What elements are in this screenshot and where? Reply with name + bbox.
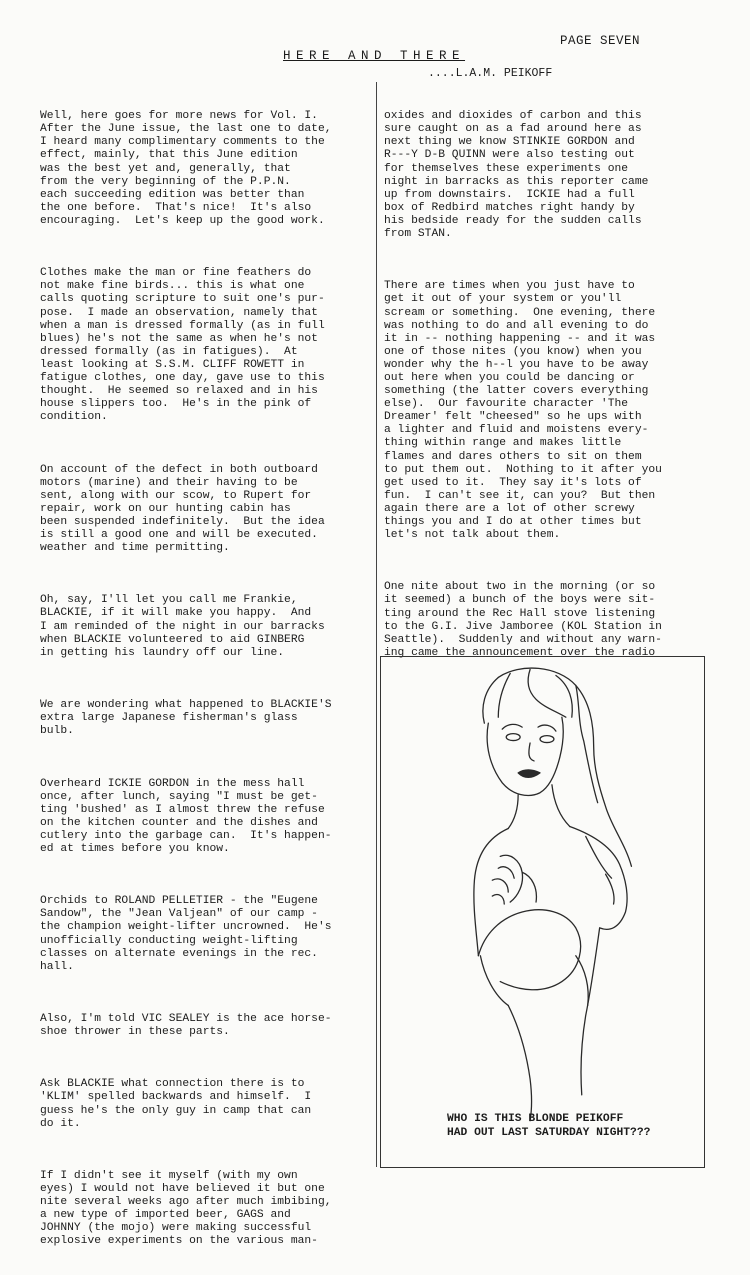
illustration-box	[380, 656, 705, 1168]
left-column	[40, 84, 375, 1275]
paragraph: One nite about two in the morning (or so it seemed) a bunch of the boys were sit- ting around the Rec Hall stove listening to the G.I. Jive Jamboree (KOL Station in Seattle). Suddenly and without any warn- ing came the announcement over the radio	[384, 581, 662, 659]
paragraph: Clothes make the man or fine feathers do not make fine birds... this is what one calls quoting scripture to suit one's pur- pose. I made an observation, namely that when a man is dressed formally (as in full blues) he's not the same as when he's not dressed formally (as in fatigues). At least looking at S.S.M. CLIFF ROWETT in fatigue clothes, one day, gave use to this thought. He seemed so relaxed and in his house slippers too. He's in the pink of condition.	[40, 267, 325, 424]
paragraph: Oh, say, I'll let you call me Frankie, BLACKIE, if it will make you happy. And I am reminded of the night in our barracks when BLACKIE volunteered to aid GINBERG in getting his laundry off our line.	[40, 594, 325, 659]
paragraph: We are wondering what happened to BLACKIE'S extra large Japanese fisherman's glass bulb.	[40, 699, 332, 738]
paragraph: Ask BLACKIE what connection there is to 'KLIM' spelled backwards and himself. I guess he's the only guy in camp that can do it.	[40, 1078, 312, 1130]
paragraph: Orchids to ROLAND PELLETIER - the "Eugene Sandow", the "Jean Valjean" of our camp - the champion weight-lifter uncrowned. He's unofficially conducting weight-lifting classes on alternate evenings in the rec. hall.	[40, 895, 332, 973]
page-number: PAGE SEVEN	[560, 34, 641, 48]
woman-sketch-illustration	[381, 657, 704, 1167]
paragraph: Overheard ICKIE GORDON in the mess hall once, after lunch, saying "I must be get- ting 'bushed' as I almost threw the refuse on the kitchen counter and the dishes and cutlery into the garbage can. It's happen- ed at times before you know.	[40, 777, 332, 855]
paragraph: Also, I'm told VIC SEALEY is the ace horse- shoe thrower in these parts.	[40, 1013, 332, 1039]
paragraph: oxides and dioxides of carbon and this sure caught on as a fad around here as next thing we know STINKIE GORDON and R---Y D-B QUINN were also testing out for themselves these experiments one night in barracks as this reporter came up from downstairs. ICKIE had a full box of Redbird matches right handy by his bedside ready for the sudden calls from STAN.	[384, 110, 649, 241]
article-title: HERE AND THERE	[283, 49, 466, 63]
paragraph: If I didn't see it myself (with my own eyes) I would not have believed it but one nite several weeks ago after much imbibing, a new type of imported beer, GAGS and JOHNNY (the mojo) were making successful explosive experiments on the various man-	[40, 1169, 332, 1248]
paragraph: On account of the defect in both outboard motors (marine) and their having to be sent, along with our scow, to Rupert for repair, work on our hunting cabin has been suspended indefinitely. But the idea is still a good one and will be executed. weather and time permitting.	[40, 463, 325, 555]
column-divider	[376, 82, 377, 1167]
byline: ....L.A.M. PEIKOFF	[428, 67, 553, 80]
illustration-caption: WHO IS THIS BLONDE PEIKOFF HAD OUT LAST SATURDAY NIGHT???	[447, 1113, 651, 1139]
paragraph: Well, here goes for more news for Vol. I. After the June issue, the last one to date, I heard many complimentary comments to the effect, mainly, that this June edition was the best yet and, generally, that from the very beginning of the P.P.N. each succeeding edition was better than the one before. That's nice! It's also encouraging. Let's keep up the good work.	[40, 110, 332, 227]
paragraph: There are times when you just have to get it out of your system or you'll scream or something. One evening, there was nothing to do and all evening to do it in -- nothing happening -- and it was one of those nites (you know) when you wonder why the h--l you have to be away out here when you could be dancing or something (the latter covers everything else). Our favourite character 'The Dreamer' felt "cheesed" so he ups with a lighter and fluid and moistens every- thing within range and makes little flames and dares others to sit on them to put them out. Nothing to it after you get used to it. They say it's lots of fun. I can't see it, can you? But then again there are a lot of other screwy things you and I do at other times but let's not talk about them.	[384, 280, 662, 542]
right-column	[384, 84, 714, 686]
